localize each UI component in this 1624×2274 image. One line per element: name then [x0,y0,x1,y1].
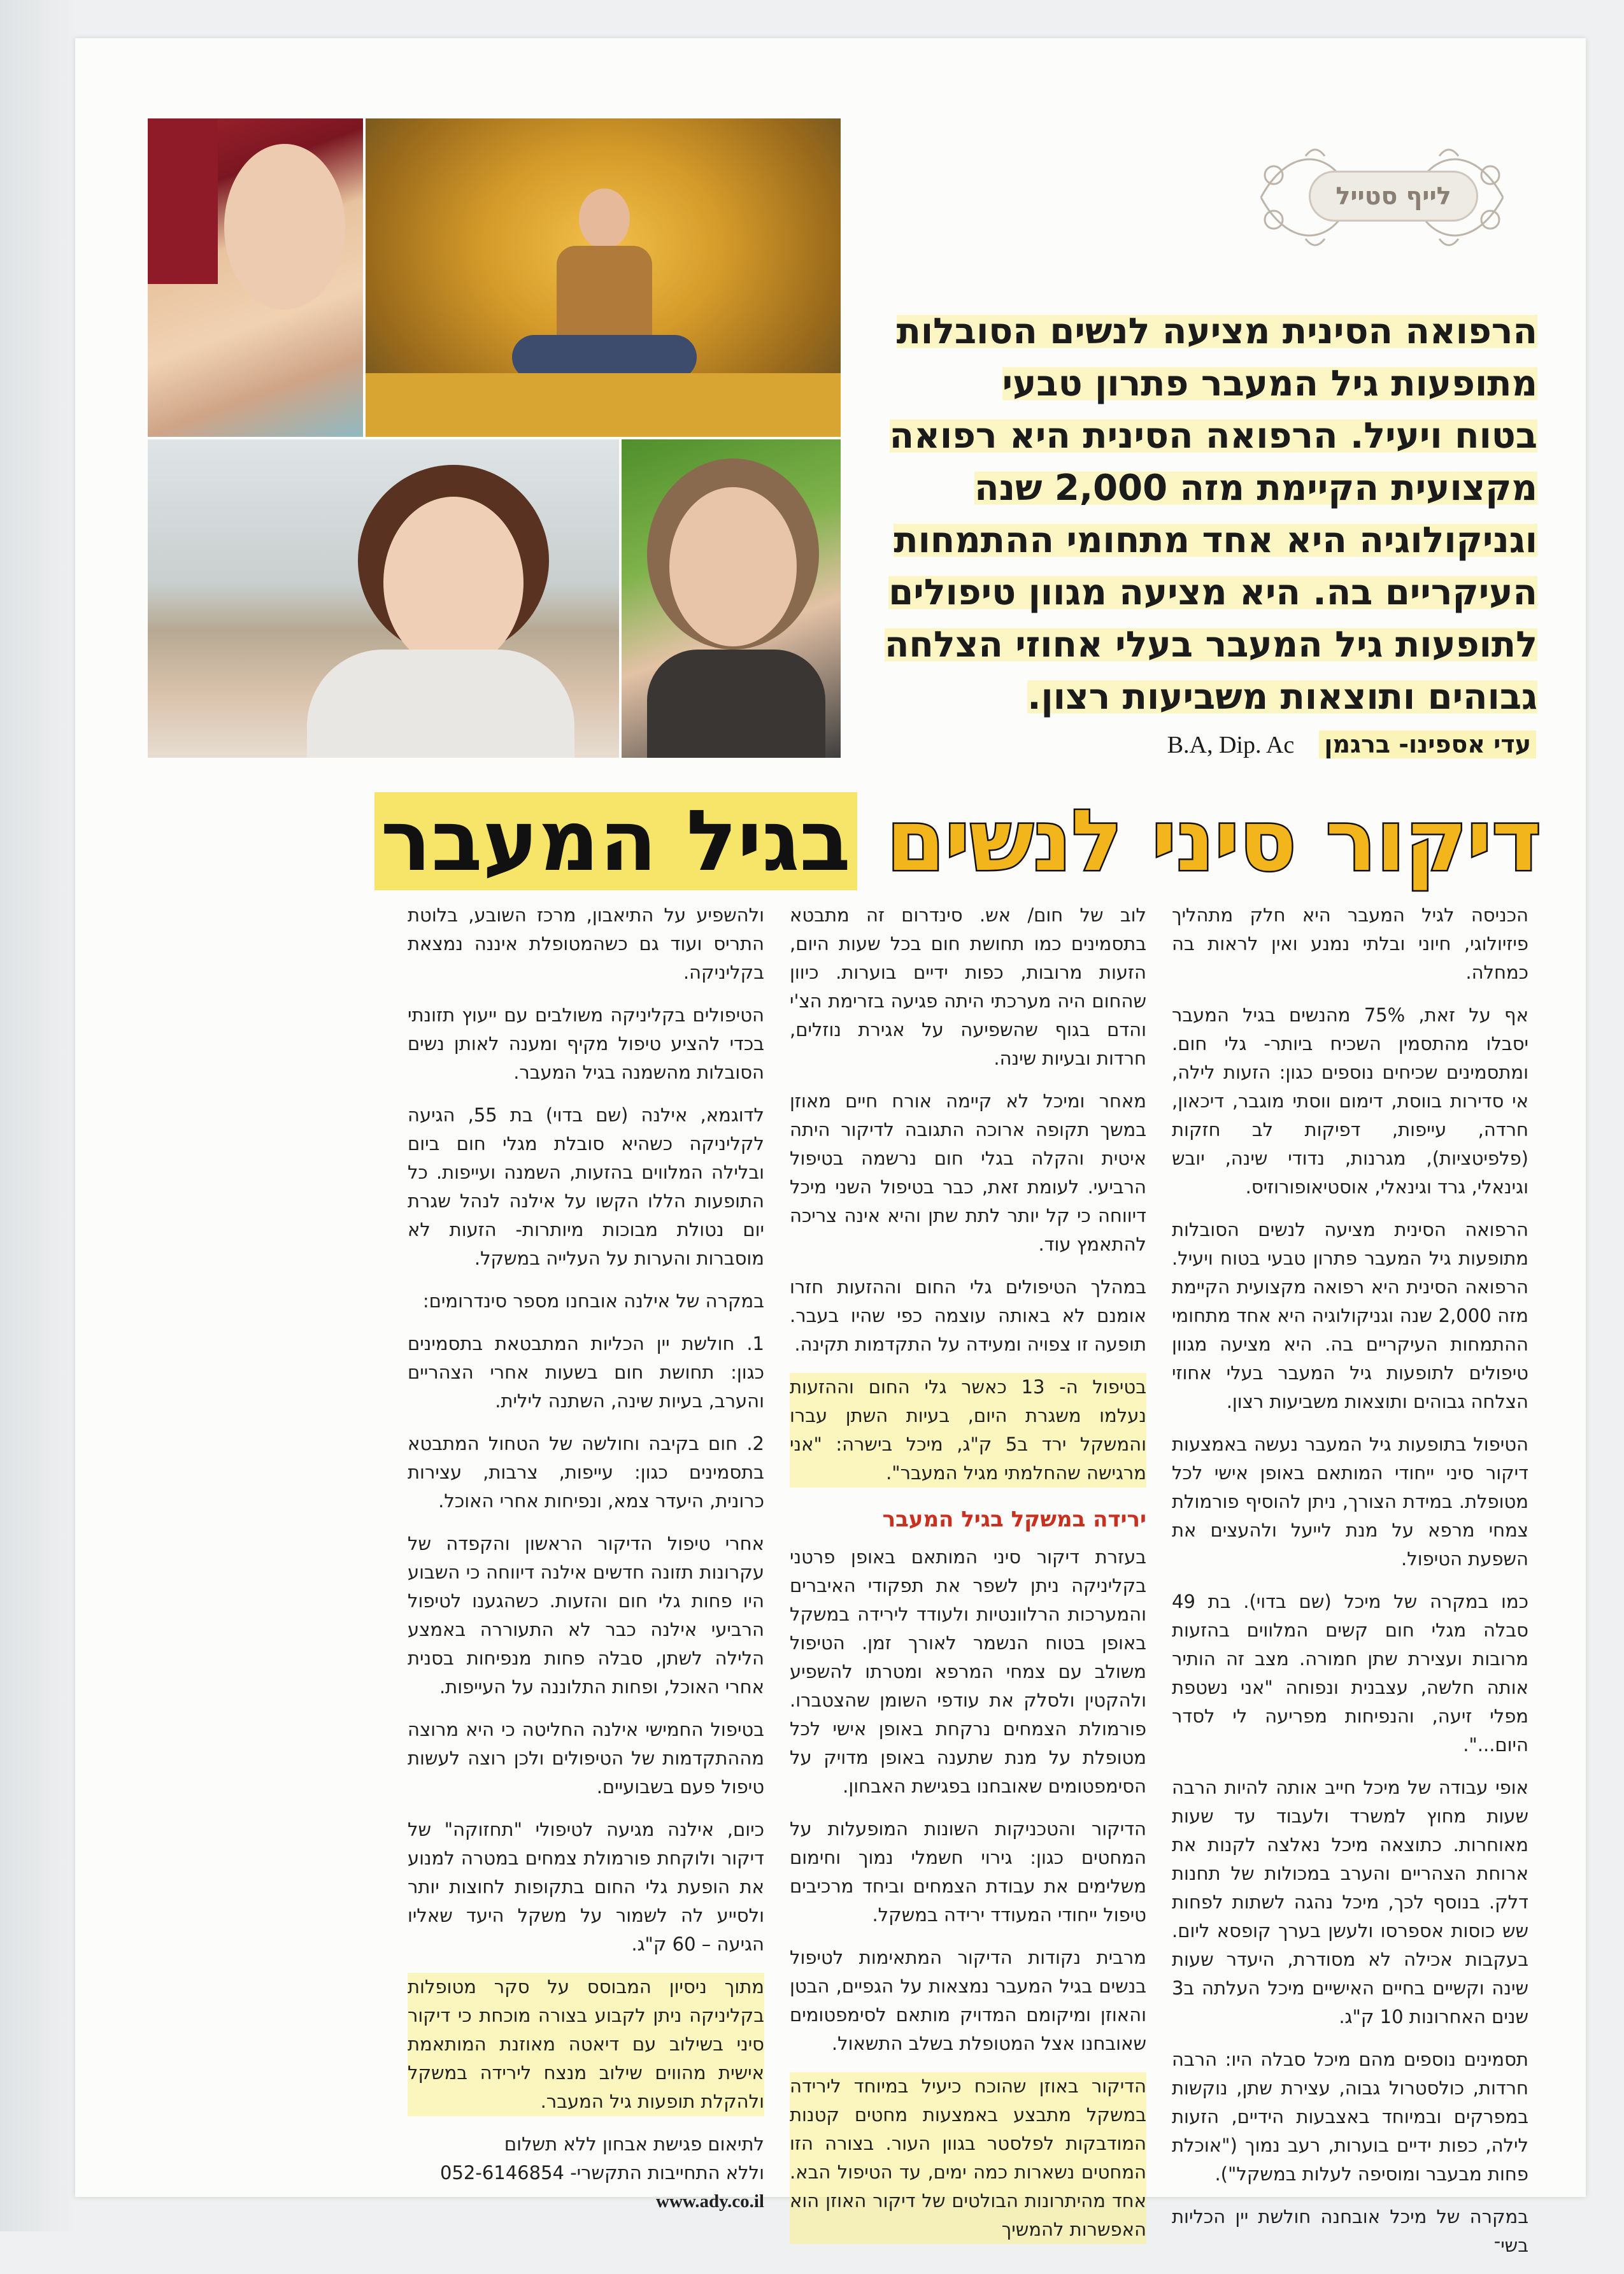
intro-line: מתופעות גיל המעבר פתרון טבעי [1002,363,1537,404]
article-column-2 [790,901,1146,2258]
article-column-1 [1172,901,1528,2274]
article-title [191,787,1541,895]
intro-paragraph [866,306,1537,723]
paragraph: בעזרת דיקור סיני המותאם באופן פרטני בקליניקה ניתן לשפר את תפקודי האיברים והמערכות הרלוונטיות ולעודד לירידה במשקל באופן בטוח הנשמר לאורך זמן. הטיפול משולב עם צמחי המרפא ומטרתו להשפיע ולהקטין ולסלק את עודפי השומן שהצטברו. פורמולת הצמחים נרקחת באופן אישי לכל מטופלת על מנת שתענה באופן מדויק על הסימפטומים שאובחנו בפגישת האבחון. [790,1546,1146,1797]
paragraph: במקרה של אילנה אובחנו מספר סינדרומים: [422,1290,764,1312]
paragraph: במקרה של מיכל אובחנה חולשת יין הכליות בשי־ [1172,2206,1528,2256]
paragraph: מרבית נקודות הדיקור המתאימות לטיפול בנשים בגיל המעבר נמצאות על הגפיים, הבטן והאוזן ומיקומם המדויק מותאם לסימפטומים שאובחנו אצל המטופלת בשלב התשאול. [790,1947,1146,2054]
scan-margin [0,0,75,2231]
contact-line: לתיאום פגישת אבחון ללא תשלום [504,2133,764,2155]
paragraph: 2. חום בקיבה וחולשה של הטחול המתבטא בתסמינים כגון: עייפות, צרבות, עצירות כרונית, היעדר צמא, ונפיחות אחרי האוכל. [408,1433,764,1512]
highlighted-paragraph: הדיקור באוזן שהוכח כיעיל במיוחד לירידה במשקל מתבצע באמצעות מחטים קטנות המודבקות לפלסטר בגוון העור. בצורה הזו המחטים נשארות כמה ימים, עד הטיפול הבא. אחד מהיתרונות הבולטים של דיקור האוזן הוא האפשרות להמשיך [790,2072,1146,2244]
paragraph: כיום, אילנה מגיעה לטיפולי "תחזוקה" של דיקור ולוקחת פורמולת צמחים במטרה למנוע את הופעת גלי החום בתקופות לחוצות יותר ולסייע לה לשמור על משקל היעד שאליו הגיעה – 60 ק"ג. [408,1819,764,1955]
subheading: ירידה במשקל בגיל המעבר [882,1507,1146,1532]
paragraph: מאחר ומיכל לא קיימה אורח חיים מאוזן במשך תקופה ארוכה התגובה לדיקור היתה איטית והקלה בגלי חום נרשמה בטיפול הרביעי. לעומת זאת, כבר בטיפול השני מיכל דיווחה כי קל יותר לתת שתן והיא אינה צריכה להתאמץ עוד. [790,1090,1146,1255]
intro-line: גבוהים ותוצאות משביעות רצון. [1027,676,1537,718]
paragraph: הדיקור והטכניקות השונות המופעלות על המחטים כגון: גירוי חשמלי נמוך וחימום משלימים את עבודת הצמחים וביחד מרכיבים טיפול ייחודי המעודד ירידה במשקל. [790,1818,1146,1926]
website-link[interactable]: www.ady.co.il [656,2191,764,2212]
paragraph: במהלך הטיפולים גלי החום וההזעות חזרו אומנם לא באותה עוצמה כפי שהיו בעבר. תופעה זו צפויה ומעידה על התקדמות תקינה. [790,1276,1146,1355]
paragraph: ולהשפיע על התיאבון, מרכז השובע, בלוטת התריס ועוד גם כשהמטופלת איננה נמצאת בקליניקה. [408,904,764,983]
paragraph: בטיפול החמישי אילנה החליטה כי היא מרוצה מההתקדמות של הטיפולים ולכן רוצה לעשות טיפול פעם בשבועיים. [408,1719,764,1798]
byline [1134,730,1536,759]
paragraph: אחרי טיפול הדיקור הראשון והקפדה של עקרונות תזונה חדשים אילנה דיווחה כי השבוע היו פחות גלי חום והזעות. כשהגענו לטיפול הרביעי אילנה כבר לא התעוררה באמצע הלילה לשתן, סבלה פחות מנפיחות בסנית אחרי האוכל, ופחות התלוננה על העייפות. [408,1533,764,1698]
intro-line: הרפואה הסינית מציעה לנשים הסובלות [896,311,1537,352]
article-column-3 [408,901,764,2216]
paragraph: לדוגמא, אילנה (שם בדוי) בת 55, הגיעה לקליניקה כשהיא סובלת מגלי חום ביום ובלילה המלווים בהזעות, השמנה ועייפות. כל התופעות הללו הקשו על אילנה לנהל שגרת יום נטולת מבוכות מיותרות- הזעות לא מוסברות והערות על העלייה במשקל. [408,1104,765,1269]
section-label: לייף סטייל [1309,171,1478,222]
intro-line: העיקריים בה. היא מציעה מגוון טיפולים [888,572,1537,613]
intro-line: בטוח ויעיל. הרפואה הסינית היא רפואה [889,415,1537,457]
paragraph: 1. חולשת יין הכליות המתבטאת בתסמינים כגון: תחושת חום בשעות אחרי הצהריים והערב, בעיות שינה, השתנה לילית. [408,1333,764,1412]
intro-line: וגניקולוגיה היא אחד מתחומי ההתמחות [894,520,1537,561]
paragraph: הטיפול בתופעות גיל המעבר נעשה באמצעות דיקור סיני ייחודי המותאם באופן אישי לכל מטופלת. במידת הצורך, ניתן להוסיף פורמולת צמחי מרפא על מנת לייעל ולהעצים את השפעת הטיפול. [1172,1433,1528,1570]
paragraph: לוב של חום/ אש. סינדרום זה מתבטא בתסמינים כמו תחושת חום בכל שעות היום, הזעות מרובות, כפות ידיים בוערות. כיוון שהחום היה מערכתי היתה פגיעה בזרימת הצ'י והדם בגוף שהשפיעה על אגירת נוזלים, חרדות ובעיות שינה. [790,904,1146,1069]
title-part-2: בגיל המעבר [374,792,857,890]
contact-phone: וללא התחייבות התקשרי- 052-6146854 [440,2162,764,2184]
author-degree: B.A, Dip. Ac [1167,732,1295,758]
paragraph: הרפואה הסינית מציעה לנשים הסובלות מתופעות גיל המעבר פתרון טבעי בטוח ויעיל. הרפואה הסינית היא רפואה מקצועית הקיימת מזה 2,000 שנה וגניקולוגיה היא אחד מתחומי ההתמחות העיקריים בה. היא מציעה מגוון טיפולים לתופעות גיל המעבר בעלי אחוזי הצלחה גבוהים ותוצאות משביעות רצון. [1172,1219,1528,1412]
title-part-1: דיקור סיני לנשים [886,792,1541,890]
highlighted-quote: בטיפול ה- 13 כאשר גלי החום וההזעות נעלמו משגרת היום, בעיות השתן עברו והמשקל ירד ב5 ק"ג, מיכל בישרה: "אני מרגישה שהחלמתי מגיל המעבר". [790,1373,1146,1488]
paragraph: כמו במקרה של מיכל (שם בדוי). בת 49 סבלה מגלי חום קשים המלווים בהזעות מרובות ועצירת שתן חמורה. מצב זה הותיר אותה חלשה, עצבנית ונפוחה "אני נשטפת מפלי זיעה, והנפיחות מפריעה לי לסדר היום...". [1172,1591,1528,1756]
photo-mature-woman [622,439,841,758]
photo-woman-with-glass [148,118,363,437]
author-name: עדי אספינו- ברגמן [1319,730,1536,758]
photo-smiling-woman [148,439,619,758]
photo-woman-in-autumn-leaves [366,118,841,437]
paragraph: הטיפולים בקליניקה משולבים עם ייעוץ תזונתי בכדי להציע טיפול מקיף ומענה לאותן נשים הסובלות מהשמנה בגיל המעבר. [408,1004,764,1083]
paragraph: אופי עבודה של מיכל חייב אותה להיות הרבה שעות מחוץ למשרד ולעבוד עד שעות מאוחרות. כתוצאה מיכל נאלצה לקנות את ארוחת הצהריים והערב במכולות של תחנות דלק. בנוסף לכך, מיכל נהגה לשתות לפחות שש כוסות אספרסו ולעשן בערך קופסא ליום. בעקבות אכילה לא מסודרת, היעדר שעות שינה וקשיים בחיים האישיים מיכל העלתה ב3 שנים האחרונות 10 ק"ג. [1172,1777,1528,2028]
highlighted-paragraph: מתוך ניסיון המבוסס על סקר מטופלות בקליניקה ניתן לקבוע בצורה מוכחת כי דיקור סיני בשילוב עם דיאטה מאוזנת המותאמת אישית מהווים שילוב מנצח לירידה במשקל ולהקלת תופעות גיל המעבר. [408,1973,764,2116]
paragraph: תסמינים נוספים מהם מיכל סבלה היו: הרבה חרדות, כולסטרול גבוה, עצירת שתן, נוקשות במפרקים ובמיוחד באצבעות הידיים, הזעות לילה, כפות ידיים בוערות, רעב נמוך ("אוכלת פחות מבעבר ומוסיפה לעלות במשקל"). [1172,2049,1528,2185]
paragraph: הכניסה לגיל המעבר היא חלק מתהליך פיזיולוגי, חיוני ובלתי נמנע ואין לראות בה כמחלה. [1172,904,1528,983]
paragraph: אף על זאת, 75% מהנשים בגיל המעבר יסבלו מהתסמין השכיח ביותר- גלי חום. ומתסמינים שכיחים נוספים כגון: הזעות לילה, אי סדירות בווסת, דימום ווסתי מוגבר, דיכאון, חרדה, עייפות, דפיקות לב חזקות (פלפיטציות), מגרנות, נדודי שינה, יובש וגינאלי, גרד וגינאלי, אוסטיאופורוזיס. [1172,1004,1528,1198]
intro-line: מקצועית הקיימת מזה 2,000 שנה [974,467,1537,509]
intro-line: לתופעות גיל המעבר בעלי אחוזי הצלחה [884,624,1537,665]
